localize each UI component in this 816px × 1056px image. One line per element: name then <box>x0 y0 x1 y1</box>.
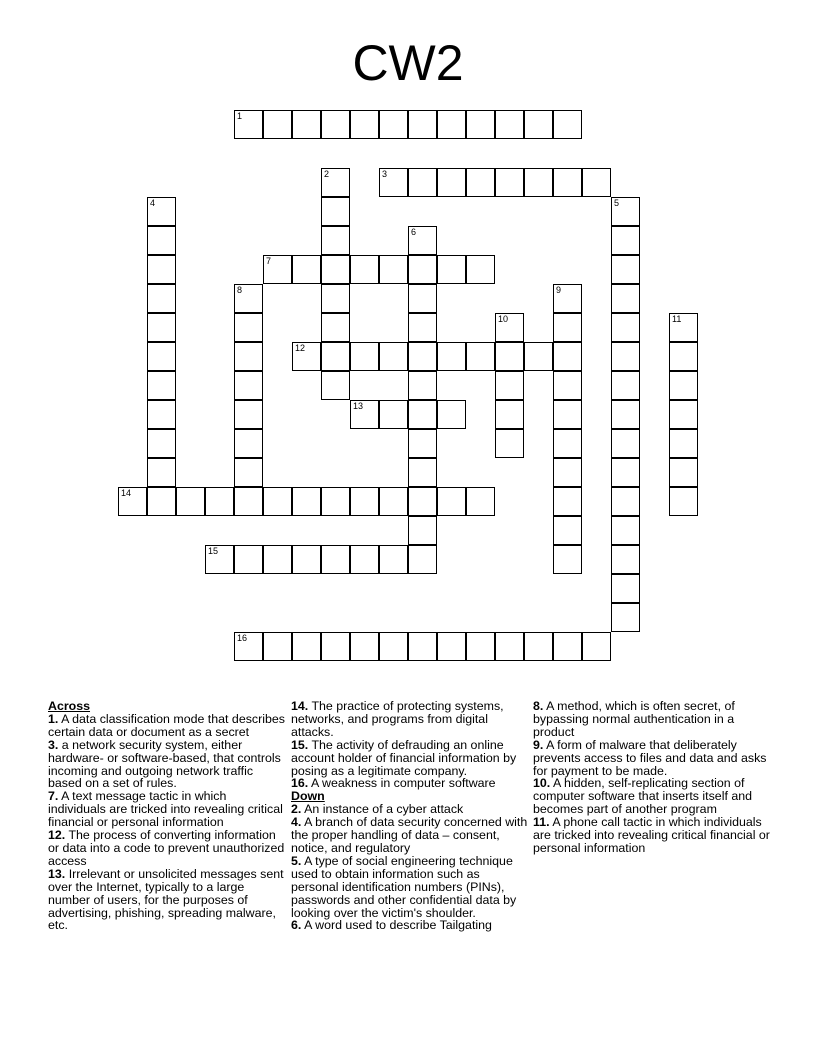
grid-cell[interactable] <box>147 342 176 371</box>
grid-cell[interactable] <box>321 313 350 342</box>
grid-cell[interactable] <box>437 168 466 197</box>
grid-cell[interactable] <box>495 400 524 429</box>
cell-number: 7 <box>266 256 272 266</box>
grid-cell[interactable] <box>408 226 437 255</box>
grid-cell[interactable] <box>234 487 263 516</box>
grid-cell[interactable] <box>379 342 408 371</box>
cell-number: 4 <box>150 198 156 208</box>
grid-cell[interactable] <box>553 110 582 139</box>
clue-across-3: 3. a network security system, either hardware- or software-based, that controls incoming and outgoing network traffic based on a set of rules. <box>48 737 281 791</box>
grid-cell[interactable] <box>292 632 321 661</box>
grid-cell[interactable] <box>350 342 379 371</box>
grid-cell[interactable] <box>263 487 292 516</box>
grid-cell[interactable] <box>669 313 698 342</box>
clue-across-7: 7. A text message tactic in which individuals are tricked into revealing critical financial or personal information <box>48 789 283 830</box>
grid-cell[interactable] <box>611 603 640 632</box>
grid-cell[interactable] <box>350 255 379 284</box>
clue-column-2 <box>291 700 529 932</box>
grid-cell[interactable] <box>495 632 524 661</box>
grid-cell[interactable] <box>234 313 263 342</box>
clue-across-15: 15. The activity of defrauding an online account holder of financial information by posing as a legitimate company. <box>291 737 517 778</box>
grid-cell[interactable] <box>234 342 263 371</box>
grid-cell[interactable] <box>379 487 408 516</box>
clue-across-12: 12. The process of converting information or data into a code to prevent unauthorized access <box>48 828 285 868</box>
clue-across-13: 13. Irrelevant or unsolicited messages sent over the Internet, typically to a large number of users, for the purposes of advertising, phishing, spreading malware, etc. <box>48 866 284 933</box>
grid-cell[interactable] <box>379 110 408 139</box>
grid-cell[interactable] <box>350 545 379 574</box>
clue-down-9: 9. A form of malware that deliberately prevents access to files and data and asks for payment to be made. <box>533 737 767 778</box>
page-title: CW2 <box>352 35 464 91</box>
grid-cell[interactable] <box>379 400 408 429</box>
grid-cell[interactable] <box>524 632 553 661</box>
grid-cell[interactable] <box>611 400 640 429</box>
grid-cell[interactable] <box>553 429 582 458</box>
grid-cell[interactable] <box>408 371 437 400</box>
grid-cell[interactable] <box>350 487 379 516</box>
grid-cell[interactable] <box>669 342 698 371</box>
grid-cell[interactable] <box>408 632 437 661</box>
grid-cell[interactable] <box>408 313 437 342</box>
clue-down-11: 11. A phone call tactic in which individuals are tricked into revealing critical financial or personal information <box>533 815 770 855</box>
grid-cell[interactable] <box>524 342 553 371</box>
grid-cell[interactable] <box>437 342 466 371</box>
cell-number: 14 <box>121 488 132 498</box>
grid-cell[interactable] <box>553 284 582 313</box>
grid-cell[interactable] <box>350 110 379 139</box>
grid-cell[interactable] <box>379 168 408 197</box>
grid-cell[interactable] <box>147 255 176 284</box>
grid-cell[interactable] <box>495 371 524 400</box>
grid-cell[interactable] <box>611 574 640 603</box>
grid-cell[interactable] <box>553 632 582 661</box>
grid-cell[interactable] <box>263 545 292 574</box>
cell-number: 10 <box>498 314 509 324</box>
grid-cell[interactable] <box>553 313 582 342</box>
grid-cell[interactable] <box>321 255 350 284</box>
grid-cell[interactable] <box>611 197 640 226</box>
grid-cell[interactable] <box>350 632 379 661</box>
grid-cell[interactable] <box>379 255 408 284</box>
grid-cell[interactable] <box>408 342 437 371</box>
grid-cell[interactable] <box>234 284 263 313</box>
cell-number: 15 <box>208 546 219 556</box>
clue-across-1: 1. A data classification mode that describes certain data or document as a secret <box>48 711 285 739</box>
grid-cell[interactable] <box>263 255 292 284</box>
clue-down-5: 5. A type of social engineering technique used to obtain information such as personal identification numbers (PINs), passwords and other confidential data by looking over the victim's shoulder. <box>291 853 517 920</box>
grid-cell[interactable] <box>611 226 640 255</box>
grid-cell[interactable] <box>147 458 176 487</box>
grid-cell[interactable] <box>321 632 350 661</box>
grid-cell[interactable] <box>234 429 263 458</box>
grid-cell[interactable] <box>437 255 466 284</box>
grid-cell[interactable] <box>147 429 176 458</box>
grid-cell[interactable] <box>611 429 640 458</box>
grid-cell[interactable] <box>524 110 553 139</box>
grid-cell[interactable] <box>379 545 408 574</box>
grid-cell[interactable] <box>408 487 437 516</box>
grid-cell[interactable] <box>669 371 698 400</box>
grid-cell[interactable] <box>669 458 698 487</box>
cell-number: 12 <box>295 343 306 353</box>
grid-cell[interactable] <box>379 632 408 661</box>
grid-cell[interactable] <box>321 342 350 371</box>
grid-cell[interactable] <box>495 313 524 342</box>
grid-cell[interactable] <box>408 429 437 458</box>
grid-cell[interactable] <box>437 487 466 516</box>
cell-number: 1 <box>237 111 243 121</box>
grid-cell[interactable] <box>611 545 640 574</box>
grid-cell[interactable] <box>495 342 524 371</box>
grid-cell[interactable] <box>466 632 495 661</box>
grid-cell[interactable] <box>553 516 582 545</box>
grid-cell[interactable] <box>495 429 524 458</box>
clue-down-10: 10. A hidden, self-replicating section of computer software that inserts itself and becomes part of another program <box>533 776 753 817</box>
grid-cell[interactable] <box>147 313 176 342</box>
grid-cell[interactable] <box>553 545 582 574</box>
grid-cell[interactable] <box>321 226 350 255</box>
grid-cell[interactable] <box>466 168 495 197</box>
cell-number: 6 <box>411 227 417 237</box>
grid-cell[interactable] <box>147 487 176 516</box>
grid-cell[interactable] <box>118 487 147 516</box>
cell-number: 13 <box>353 401 364 411</box>
clue-down-8: 8. A method, which is often secret, of bypassing normal authentication in a product <box>533 699 735 739</box>
down-heading: Down <box>291 789 325 804</box>
grid-cell[interactable] <box>321 371 350 400</box>
grid-cell[interactable] <box>553 400 582 429</box>
cell-number: 11 <box>672 314 682 324</box>
grid-cell[interactable] <box>234 632 263 661</box>
grid-cell[interactable] <box>205 487 234 516</box>
grid-cell[interactable] <box>234 545 263 574</box>
clue-down-4: 4. A branch of data security concerned with the proper handling of data – consent, notice, and regulatory <box>291 815 528 855</box>
grid-cell[interactable] <box>466 255 495 284</box>
grid-cell[interactable] <box>292 255 321 284</box>
grid-cell[interactable] <box>147 284 176 313</box>
grid-cell[interactable] <box>611 516 640 545</box>
grid-cell[interactable] <box>147 226 176 255</box>
grid-cell[interactable] <box>408 400 437 429</box>
grid-cell[interactable] <box>611 313 640 342</box>
grid-cell[interactable] <box>234 110 263 139</box>
grid-cell[interactable] <box>524 168 553 197</box>
grid-cell[interactable] <box>437 400 466 429</box>
grid-cell[interactable] <box>176 487 205 516</box>
grid-cell[interactable] <box>321 168 350 197</box>
grid-cell[interactable] <box>437 110 466 139</box>
grid-cell[interactable] <box>408 516 437 545</box>
across-heading: Across <box>48 699 91 713</box>
grid-cell[interactable] <box>408 255 437 284</box>
grid-cell[interactable] <box>321 487 350 516</box>
cell-number: 9 <box>556 285 562 295</box>
grid-cell[interactable] <box>350 400 379 429</box>
grid-cell[interactable] <box>292 487 321 516</box>
cell-number: 5 <box>614 198 620 208</box>
grid-cell[interactable] <box>466 110 495 139</box>
cell-number: 3 <box>382 169 388 179</box>
clue-column-1 <box>48 700 286 932</box>
grid-cell[interactable] <box>466 487 495 516</box>
grid-cell[interactable] <box>234 371 263 400</box>
clue-across-16: 16. A weakness in computer software <box>291 776 496 791</box>
grid-cell[interactable] <box>234 458 263 487</box>
grid-cell[interactable] <box>437 632 466 661</box>
grid-cell[interactable] <box>495 110 524 139</box>
grid-cell[interactable] <box>553 487 582 516</box>
grid-cell[interactable] <box>147 400 176 429</box>
grid-cell[interactable] <box>611 342 640 371</box>
grid-cell[interactable] <box>408 110 437 139</box>
grid-cell[interactable] <box>553 458 582 487</box>
grid-cell[interactable] <box>611 458 640 487</box>
grid-cell[interactable] <box>611 487 640 516</box>
grid-cell[interactable] <box>205 545 234 574</box>
grid-cell[interactable] <box>408 458 437 487</box>
grid-cell[interactable] <box>669 487 698 516</box>
grid-cell[interactable] <box>321 110 350 139</box>
cell-number: 2 <box>324 169 330 179</box>
grid-cell[interactable] <box>321 284 350 313</box>
grid-cell[interactable] <box>321 197 350 226</box>
grid-cell[interactable] <box>669 400 698 429</box>
grid-cell[interactable] <box>495 168 524 197</box>
grid-cell[interactable] <box>263 632 292 661</box>
grid-cell[interactable] <box>553 168 582 197</box>
grid-cell[interactable] <box>553 342 582 371</box>
grid-cell[interactable] <box>611 284 640 313</box>
grid-cell[interactable] <box>292 110 321 139</box>
cell-number: 8 <box>237 285 243 295</box>
grid-cell[interactable] <box>408 545 437 574</box>
grid-cell[interactable] <box>553 371 582 400</box>
clue-across-14: 14. The practice of protecting systems, networks, and programs from digital attacks. <box>291 699 504 739</box>
grid-cell[interactable] <box>408 168 437 197</box>
grid-cell[interactable] <box>147 371 176 400</box>
grid-cell[interactable] <box>466 342 495 371</box>
grid-cell[interactable] <box>611 255 640 284</box>
grid-cell[interactable] <box>292 342 321 371</box>
grid-cell[interactable] <box>263 110 292 139</box>
grid-cell[interactable] <box>321 545 350 574</box>
grid-cell[interactable] <box>292 545 321 574</box>
grid-cell[interactable] <box>582 632 611 661</box>
grid-cell[interactable] <box>669 429 698 458</box>
grid-cell[interactable] <box>611 371 640 400</box>
grid-cell[interactable] <box>147 197 176 226</box>
clue-down-6: 6. A word used to describe Tailgating <box>291 918 492 933</box>
clue-down-2: 2. An instance of a cyber attack <box>291 802 464 817</box>
cell-number: 16 <box>237 633 248 643</box>
grid-cell[interactable] <box>234 400 263 429</box>
grid-cell[interactable] <box>582 168 611 197</box>
clue-column-3 <box>533 700 771 855</box>
grid-cell[interactable] <box>408 284 437 313</box>
